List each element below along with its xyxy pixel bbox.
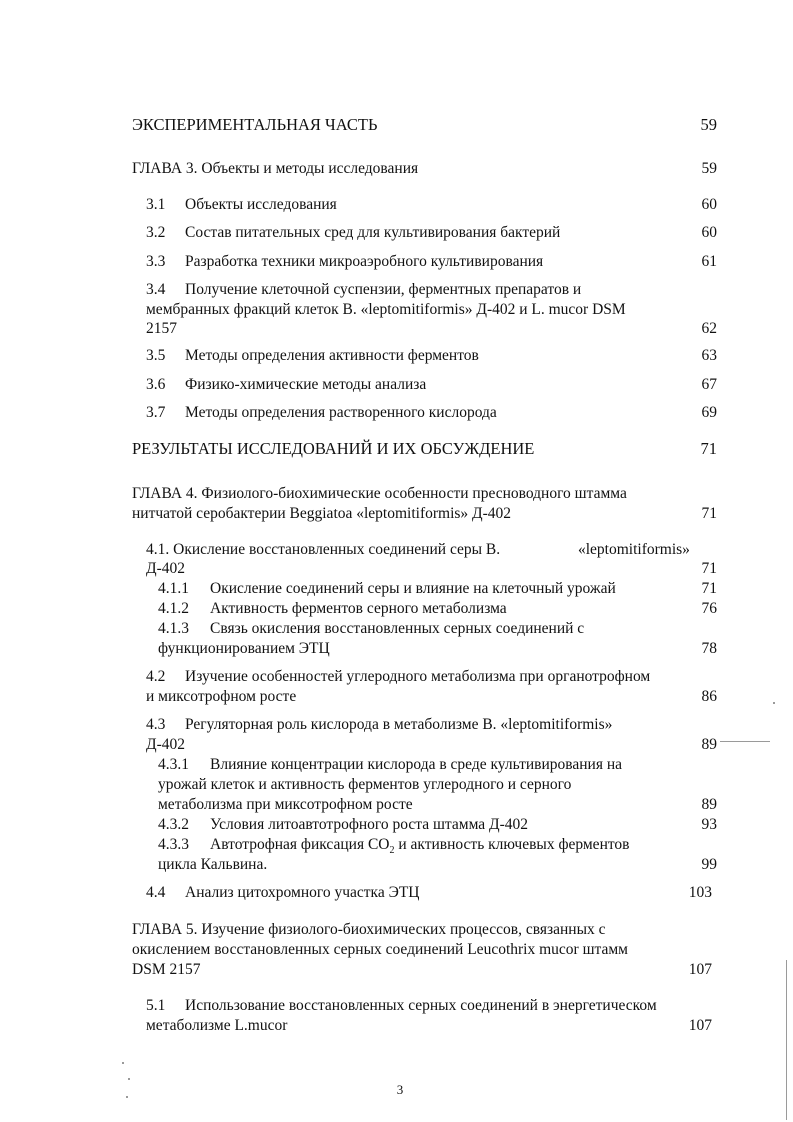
toc-num: 3.1 — [146, 196, 166, 213]
toc-chapter-4 — [132, 484, 717, 526]
toc-title-line2: урожай клеток и активность ферментов углеродного и серного — [158, 776, 572, 793]
toc-title-line1a: 4.1. Окисление восстановленных соединений серы B. — [146, 541, 501, 558]
toc-title-line2: мембранных фракций клеток B. «leptomitiformis» Д-402 и L. mucor DSM — [146, 301, 626, 318]
toc-title-line1: ГЛАВА 4. Физиолого-биохимические особенности пресноводного штамма — [132, 485, 627, 502]
toc-title: Состав питательных сред для культивирования бактерий — [185, 224, 561, 241]
scan-artifact — [122, 1062, 124, 1064]
toc-title: Окисление соединений серы и влияние на клеточный урожай — [210, 580, 616, 597]
toc-title-line1b: «leptomitiformis» — [578, 541, 690, 558]
toc-page: 86 — [701, 688, 717, 705]
toc-chapter-5 — [132, 920, 712, 982]
toc-title: Активность ферментов серного метаболизма — [210, 600, 507, 617]
toc-title: Методы определения активности ферментов — [185, 347, 479, 364]
toc-page: 107 — [688, 1017, 712, 1034]
toc-num: 4.3.3 — [158, 836, 189, 853]
toc-title-line2: цикла Кальвина. — [158, 856, 268, 873]
toc-title: Физико-химические методы анализа — [185, 376, 427, 393]
toc-num: 3.2 — [146, 224, 166, 241]
toc-num: 3.3 — [146, 253, 166, 270]
toc-num: 3.7 — [146, 404, 166, 421]
toc-title-line2: Д-402 — [146, 560, 185, 577]
toc-title-line2: Д-402 — [146, 736, 185, 753]
toc-chapter-3 — [132, 159, 717, 179]
toc-num: 4.3.1 — [158, 756, 189, 773]
toc-num: 3.6 — [146, 376, 166, 393]
toc-title-line1a: Автотрофная фиксация CO — [210, 836, 390, 853]
toc-page: 62 — [701, 320, 717, 337]
toc-title: ЭКСПЕРИМЕНТАЛЬНАЯ ЧАСТЬ — [132, 115, 378, 134]
toc-page: 71 — [700, 439, 717, 458]
toc-page: 93 — [701, 816, 717, 833]
toc-page: 60 — [701, 224, 717, 241]
toc-num: 3.4 — [146, 281, 166, 298]
toc-title-line2: метаболизме L.mucor — [146, 1017, 288, 1034]
toc-title-line2: нитчатой серобактерии Beggiatoa «leptomitiformis» Д-402 — [132, 505, 512, 522]
toc-title: Условия литоавтотрофного роста штамма Д-402 — [210, 816, 529, 833]
toc-num: 4.1.1 — [158, 580, 189, 597]
toc-page: 71 — [701, 505, 717, 522]
toc-title-line1b: и активность ключевых ферментов — [394, 836, 630, 853]
toc-title-line2: и миксотрофном росте — [146, 688, 297, 705]
toc-page: 60 — [701, 196, 717, 213]
toc-page: 76 — [701, 600, 717, 617]
toc-num: 5.1 — [146, 997, 166, 1014]
toc-num: 4.1.3 — [158, 620, 189, 637]
toc-num: 4.4 — [146, 884, 166, 901]
toc-title-line1: Использование восстановленных серных соединений в энергетическом — [185, 997, 657, 1014]
toc-title-line3: 2157 — [146, 320, 177, 337]
toc-title: Анализ цитохромного участка ЭТЦ — [185, 884, 420, 901]
toc-page: 61 — [701, 253, 717, 270]
toc-title-line2: функционированием ЭТЦ — [158, 640, 330, 657]
toc-section-results — [132, 439, 717, 459]
toc-page: 89 — [701, 736, 717, 753]
toc-title-line1: Получение клеточной суспензии, ферментных препаратов и — [185, 281, 582, 298]
toc-num: 3.5 — [146, 347, 166, 364]
toc-title-line3: метаболизма при миксотрофном росте — [158, 796, 413, 813]
toc-title-line1: Изучение особенностей углеродного метаболизма при органотрофном — [185, 668, 651, 685]
toc-item-4-3-1 — [158, 755, 717, 815]
subscript-2: 2 — [389, 845, 395, 857]
toc-title-line1 — [210, 835, 630, 855]
toc-item-5-1 — [146, 996, 712, 1036]
toc-item-4-3 — [146, 715, 717, 755]
scan-artifact — [720, 741, 770, 742]
toc-title: ГЛАВА 3. Объекты и методы исследования — [132, 160, 419, 177]
toc-page: 63 — [701, 347, 717, 364]
toc-num: 4.2 — [146, 668, 166, 685]
toc-num: 4.3 — [146, 716, 166, 733]
toc-page: 71 — [701, 580, 717, 597]
toc-page: 69 — [701, 404, 717, 421]
toc-section-experimental — [132, 115, 717, 135]
scan-artifact — [786, 960, 787, 1120]
toc-title-line1: Регуляторная роль кислорода в метаболизме B. «leptomitiformis» — [185, 716, 613, 733]
toc-title: Разработка техники микроаэробного культивирования — [185, 253, 544, 270]
toc-num: 4.1.2 — [158, 600, 189, 617]
scan-artifact — [126, 1096, 128, 1098]
scan-artifact — [773, 702, 775, 704]
toc-title: Методы определения растворенного кислорода — [185, 404, 497, 421]
toc-title: Объекты исследования — [185, 196, 337, 213]
toc-title-line3: DSM 2157 — [132, 961, 201, 978]
toc-title-line1: Связь окисления восстановленных серных соединений с — [210, 620, 585, 637]
toc-item-4-3-3 — [158, 835, 717, 877]
toc-title: РЕЗУЛЬТАТЫ ИССЛЕДОВАНИЙ И ИХ ОБСУЖДЕНИЕ — [132, 439, 535, 458]
toc-page: 103 — [688, 884, 712, 901]
toc-title-line2: окислением восстановленных серных соединений Leucothrix mucor штамм — [132, 941, 628, 958]
toc-page: 67 — [701, 376, 717, 393]
toc-page: 59 — [701, 160, 717, 177]
toc-page: 107 — [688, 961, 712, 978]
toc-item-4-1-3 — [158, 619, 717, 659]
page-number: 3 — [396, 1082, 404, 1097]
toc-title-line1: ГЛАВА 5. Изучение физиолого-биохимических процессов, связанных с — [132, 921, 606, 938]
toc-num: 4.3.2 — [158, 816, 189, 833]
toc-page: 89 — [701, 796, 717, 813]
toc-item-4-2 — [146, 667, 717, 707]
toc-item-4-1 — [146, 540, 717, 580]
toc-page: 78 — [701, 640, 717, 657]
toc-item-3-4 — [146, 280, 717, 342]
toc-page: 99 — [701, 856, 717, 873]
toc-title-line1: Влияние концентрации кислорода в среде культивирования на — [210, 756, 623, 773]
toc-page: 59 — [700, 115, 717, 134]
scan-artifact — [128, 1078, 130, 1080]
toc-page: 71 — [701, 560, 717, 577]
